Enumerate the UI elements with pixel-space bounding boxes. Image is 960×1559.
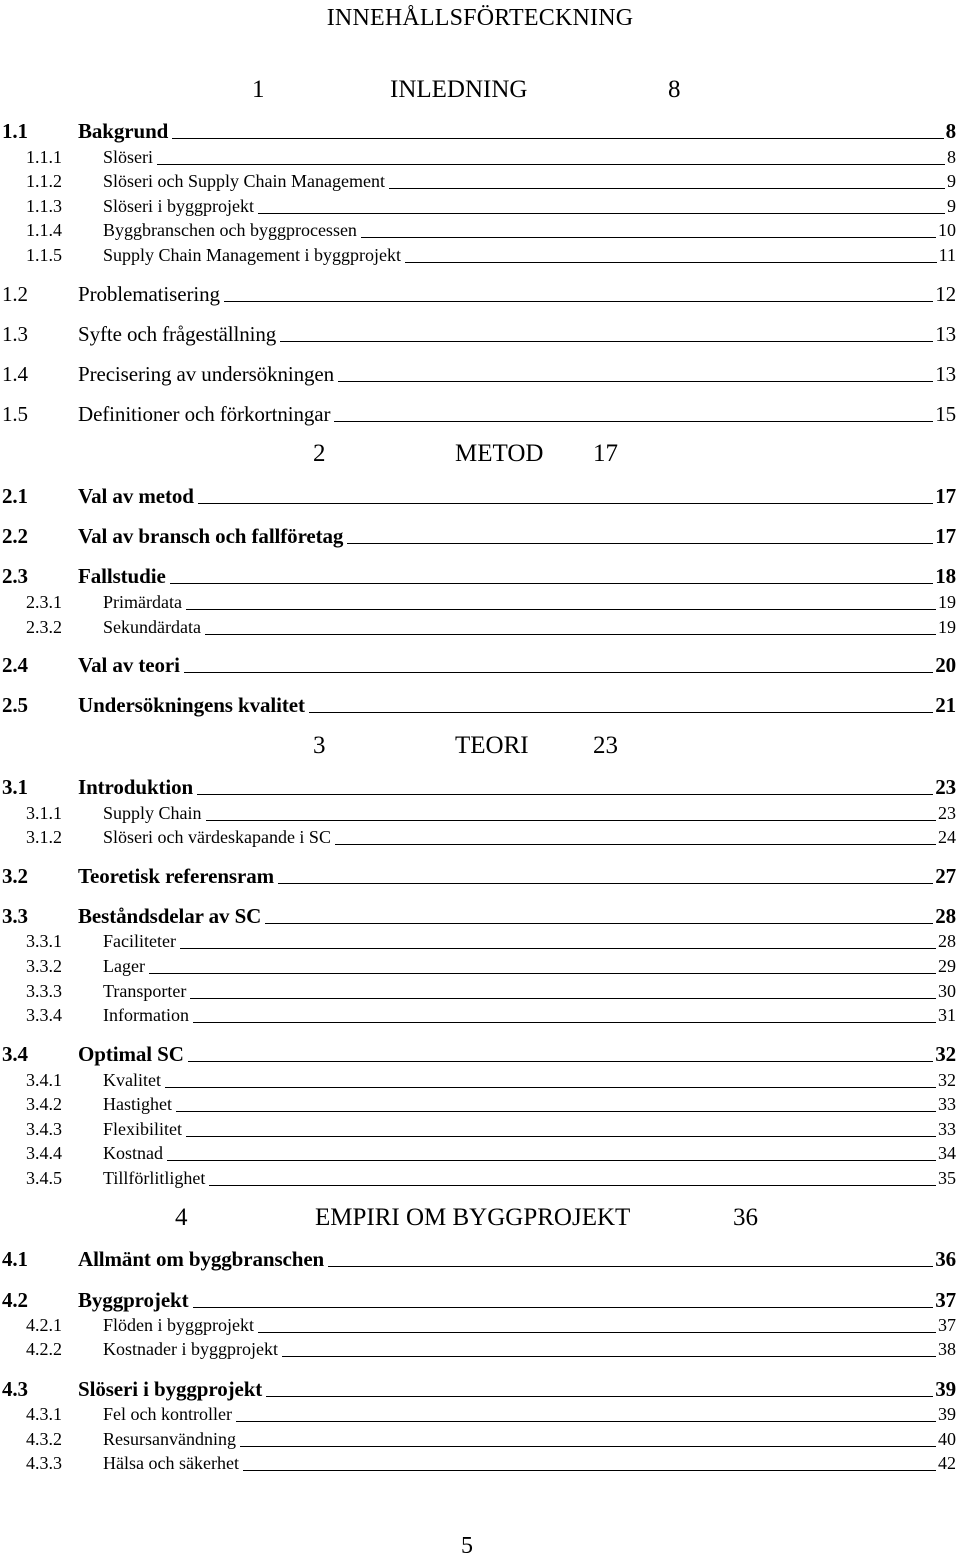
toc-subentry[interactable]	[0, 616, 960, 638]
chapter-page: 8	[668, 76, 681, 103]
toc-subentry[interactable]	[0, 1452, 960, 1474]
entry-page: 20	[935, 653, 956, 677]
leader-line	[176, 1111, 936, 1112]
entry-page: 42	[938, 1453, 956, 1473]
toc-subentry[interactable]	[0, 1338, 960, 1360]
entry-page: 23	[935, 775, 956, 799]
entry-number: 4.3.3	[26, 1453, 62, 1473]
toc-subentry[interactable]	[0, 1428, 960, 1450]
entry-number: 3.4.4	[26, 1143, 62, 1163]
entry-number: 2.2	[2, 524, 28, 548]
entry-number: 3.4.1	[26, 1070, 62, 1090]
toc-entry[interactable]	[0, 323, 960, 345]
leader-line	[335, 844, 936, 845]
entry-page: 13	[935, 322, 956, 346]
entry-title: Problematisering	[78, 282, 220, 306]
leader-line	[236, 1421, 936, 1422]
entry-title: Supply Chain	[103, 803, 202, 823]
entry-number: 4.1	[2, 1247, 28, 1271]
entry-title: Transporter	[103, 981, 187, 1001]
toc-entry[interactable]	[0, 485, 960, 507]
entry-title: Fel och kontroller	[103, 1404, 232, 1424]
entry-page: 37	[935, 1288, 956, 1312]
entry-page: 19	[938, 592, 956, 612]
toc-entry[interactable]	[0, 1289, 960, 1311]
toc-subentry[interactable]	[0, 591, 960, 613]
entry-page: 18	[935, 564, 956, 588]
toc-entry[interactable]	[0, 403, 960, 425]
entry-title: Supply Chain Management i byggprojekt	[103, 245, 401, 265]
entry-number: 4.3.1	[26, 1404, 62, 1424]
chapter-number: 1	[252, 76, 265, 103]
toc-entry[interactable]	[0, 283, 960, 305]
entry-title: Faciliteter	[103, 931, 176, 951]
entry-number: 3.4.2	[26, 1094, 62, 1114]
entry-title: Val av metod	[78, 484, 194, 508]
entry-page: 27	[935, 864, 956, 888]
entry-page: 19	[938, 617, 956, 637]
entry-page: 9	[947, 196, 956, 216]
toc-subentry[interactable]	[0, 1093, 960, 1115]
toc-subentry[interactable]	[0, 930, 960, 952]
entry-title: Optimal SC	[78, 1042, 184, 1066]
toc-subentry[interactable]	[0, 1167, 960, 1189]
entry-number: 3.1	[2, 775, 28, 799]
entry-title: Syfte och frågeställning	[78, 322, 277, 346]
leader-line	[224, 301, 933, 302]
entry-title: Flöden i byggprojekt	[103, 1315, 254, 1335]
toc-subentry[interactable]	[0, 244, 960, 266]
toc-entry[interactable]	[0, 363, 960, 385]
entry-page: 29	[938, 956, 956, 976]
entry-number: 4.2	[2, 1288, 28, 1312]
entry-number: 3.4	[2, 1042, 28, 1066]
entry-number: 4.2.1	[26, 1315, 62, 1335]
leader-line	[193, 1307, 934, 1308]
entry-page: 10	[938, 220, 956, 240]
leader-line	[266, 1396, 933, 1397]
entry-title: Val av teori	[78, 653, 180, 677]
entry-title: Kostnader i byggprojekt	[103, 1339, 278, 1359]
entry-number: 4.3.2	[26, 1429, 62, 1449]
entry-number: 3.1.1	[26, 803, 62, 823]
entry-page: 30	[938, 981, 956, 1001]
leader-line	[209, 1185, 936, 1186]
entry-number: 1.1	[2, 119, 28, 143]
leader-line	[149, 973, 936, 974]
entry-page: 13	[935, 362, 956, 386]
entry-title: Bakgrund	[78, 119, 169, 143]
toc-subentry[interactable]	[0, 1118, 960, 1140]
entry-title: Information	[103, 1005, 189, 1025]
toc-entry[interactable]	[0, 120, 960, 142]
entry-title: Val av bransch och fallföretag	[78, 524, 344, 548]
entry-page: 40	[938, 1429, 956, 1449]
entry-number: 2.3.1	[26, 592, 62, 612]
toc-subentry[interactable]	[0, 1004, 960, 1026]
entry-number: 1.2	[2, 282, 28, 306]
toc-subentry[interactable]	[0, 195, 960, 217]
entry-number: 1.1.1	[26, 147, 62, 167]
entry-number: 3.3.4	[26, 1005, 62, 1025]
leader-line	[197, 794, 933, 795]
entry-title: Byggprojekt	[78, 1288, 189, 1312]
entry-number: 2.3.2	[26, 617, 62, 637]
entry-page: 39	[935, 1377, 956, 1401]
entry-title: Flexibilitet	[103, 1119, 182, 1139]
toc-subentry[interactable]	[0, 826, 960, 848]
toc-entry[interactable]	[0, 1043, 960, 1065]
leader-line	[282, 1356, 936, 1357]
entry-title: Slöseri i byggprojekt	[103, 196, 254, 216]
toc-entry[interactable]	[0, 525, 960, 547]
entry-page: 23	[938, 803, 956, 823]
leader-line	[258, 213, 945, 214]
entry-number: 1.1.2	[26, 171, 62, 191]
toc-subentry[interactable]	[0, 1403, 960, 1425]
page-number: 5	[461, 1533, 473, 1559]
toc-subentry[interactable]	[0, 219, 960, 241]
entry-number: 3.3	[2, 904, 28, 928]
leader-line	[258, 1332, 936, 1333]
toc-entry[interactable]	[0, 1248, 960, 1270]
entry-page: 28	[938, 931, 956, 951]
entry-page: 17	[935, 484, 956, 508]
entry-number: 3.2	[2, 864, 28, 888]
entry-number: 1.1.3	[26, 196, 62, 216]
entry-title: Byggbranschen och byggprocessen	[103, 220, 357, 240]
leader-line	[190, 998, 936, 999]
leader-line	[205, 634, 936, 635]
leader-line	[405, 262, 937, 263]
toc-subentry[interactable]	[0, 1142, 960, 1164]
entry-title: Hastighet	[103, 1094, 172, 1114]
entry-number: 1.3	[2, 322, 28, 346]
entry-page: 37	[938, 1315, 956, 1335]
toc-entry[interactable]	[0, 905, 960, 927]
leader-line	[157, 164, 945, 165]
leader-line	[361, 237, 936, 238]
entry-number: 4.3	[2, 1377, 28, 1401]
entry-title: Resursanvändning	[103, 1429, 236, 1449]
entry-title: Slöseri i byggprojekt	[78, 1377, 263, 1401]
leader-line	[167, 1160, 936, 1161]
entry-title: Definitioner och förkortningar	[78, 402, 331, 426]
entry-number: 3.1.2	[26, 827, 62, 847]
chapter-number: 2	[313, 440, 326, 467]
entry-title: Lager	[103, 956, 145, 976]
chapter-page: 36	[733, 1204, 758, 1231]
entry-title: Beståndsdelar av SC	[78, 904, 262, 928]
entry-page: 33	[938, 1094, 956, 1114]
chapter-title: INLEDNING	[390, 76, 528, 103]
entry-number: 2.1	[2, 484, 28, 508]
entry-page: 34	[938, 1143, 956, 1163]
chapter-page: 17	[593, 440, 618, 467]
entry-page: 33	[938, 1119, 956, 1139]
leader-line	[338, 381, 933, 382]
entry-page: 11	[938, 245, 956, 265]
toc-subentry[interactable]	[0, 1069, 960, 1091]
toc-entry[interactable]	[0, 776, 960, 798]
entry-title: Precisering av undersökningen	[78, 362, 335, 386]
toc-entry[interactable]	[0, 654, 960, 676]
leader-line	[165, 1087, 936, 1088]
entry-number: 3.4.5	[26, 1168, 62, 1188]
entry-title: Allmänt om byggbranschen	[78, 1247, 325, 1271]
chapter-title: METOD	[455, 440, 544, 467]
entry-title: Sekundärdata	[103, 617, 201, 637]
toc-subentry[interactable]	[0, 146, 960, 168]
entry-title: Slöseri och värdeskapande i SC	[103, 827, 331, 847]
entry-number: 1.1.4	[26, 220, 62, 240]
toc-subentry[interactable]	[0, 955, 960, 977]
entry-title: Fallstudie	[78, 564, 166, 588]
entry-page: 15	[935, 402, 956, 426]
toc-subentry[interactable]	[0, 170, 960, 192]
entry-number: 3.4.3	[26, 1119, 62, 1139]
entry-number: 1.5	[2, 402, 28, 426]
chapter-page: 23	[593, 732, 618, 759]
entry-page: 17	[935, 524, 956, 548]
leader-line	[265, 923, 933, 924]
entry-title: Slöseri	[103, 147, 154, 167]
entry-number: 3.3.3	[26, 981, 62, 1001]
entry-page: 36	[935, 1247, 956, 1271]
entry-page: 21	[935, 693, 956, 717]
leader-line	[206, 820, 936, 821]
toc-entry[interactable]	[0, 865, 960, 887]
leader-line	[334, 421, 933, 422]
entry-page: 32	[935, 1042, 956, 1066]
toc-entry[interactable]	[0, 1378, 960, 1400]
chapter-title: EMPIRI OM BYGGPROJEKT	[315, 1204, 631, 1231]
entry-title: Hälsa och säkerhet	[103, 1453, 239, 1473]
leader-line	[186, 609, 936, 610]
leader-line	[280, 341, 933, 342]
entry-title: Slöseri och Supply Chain Management	[103, 171, 385, 191]
entry-number: 4.2.2	[26, 1339, 62, 1359]
entry-page: 8	[945, 119, 956, 143]
leader-line	[309, 712, 933, 713]
entry-page: 35	[938, 1168, 956, 1188]
toc-title: INNEHÅLLSFÖRTECKNING	[326, 5, 634, 31]
entry-title: Primärdata	[103, 592, 182, 612]
leader-line	[188, 1061, 933, 1062]
entry-page: 38	[938, 1339, 956, 1359]
toc-subentry[interactable]	[0, 802, 960, 824]
leader-line	[170, 583, 934, 584]
entry-number: 3.3.1	[26, 931, 62, 951]
toc-subentry[interactable]	[0, 980, 960, 1002]
entry-title: Introduktion	[78, 775, 194, 799]
chapter-number: 3	[313, 732, 326, 759]
leader-line	[389, 188, 945, 189]
entry-number: 2.3	[2, 564, 28, 588]
leader-line	[184, 672, 933, 673]
toc-entry[interactable]	[0, 694, 960, 716]
entry-number: 2.4	[2, 653, 28, 677]
leader-line	[328, 1266, 933, 1267]
entry-page: 9	[947, 171, 956, 191]
entry-page: 24	[938, 827, 956, 847]
leader-line	[243, 1470, 936, 1471]
leader-line	[347, 543, 933, 544]
leader-line	[172, 138, 943, 139]
entry-title: Kvalitet	[103, 1070, 161, 1090]
entry-title: Tillförlitlighet	[103, 1168, 206, 1188]
leader-line	[186, 1136, 936, 1137]
leader-line	[180, 948, 936, 949]
toc-subentry[interactable]	[0, 1314, 960, 1336]
entry-page: 8	[947, 147, 956, 167]
entry-page: 28	[935, 904, 956, 928]
leader-line	[240, 1446, 936, 1447]
entry-number: 2.5	[2, 693, 28, 717]
leader-line	[198, 503, 933, 504]
leader-line	[193, 1022, 936, 1023]
entry-number: 1.1.5	[26, 245, 62, 265]
entry-number: 3.3.2	[26, 956, 62, 976]
toc-entry[interactable]	[0, 565, 960, 587]
entry-number: 1.4	[2, 362, 28, 386]
entry-page: 31	[938, 1005, 956, 1025]
entry-title: Undersökningens kvalitet	[78, 693, 305, 717]
chapter-title: TEORI	[455, 732, 529, 759]
entry-page: 39	[938, 1404, 956, 1424]
entry-page: 12	[935, 282, 956, 306]
entry-title: Teoretisk referensram	[78, 864, 274, 888]
entry-page: 32	[938, 1070, 956, 1090]
entry-title: Kostnad	[103, 1143, 163, 1163]
chapter-number: 4	[175, 1204, 188, 1231]
leader-line	[278, 883, 933, 884]
